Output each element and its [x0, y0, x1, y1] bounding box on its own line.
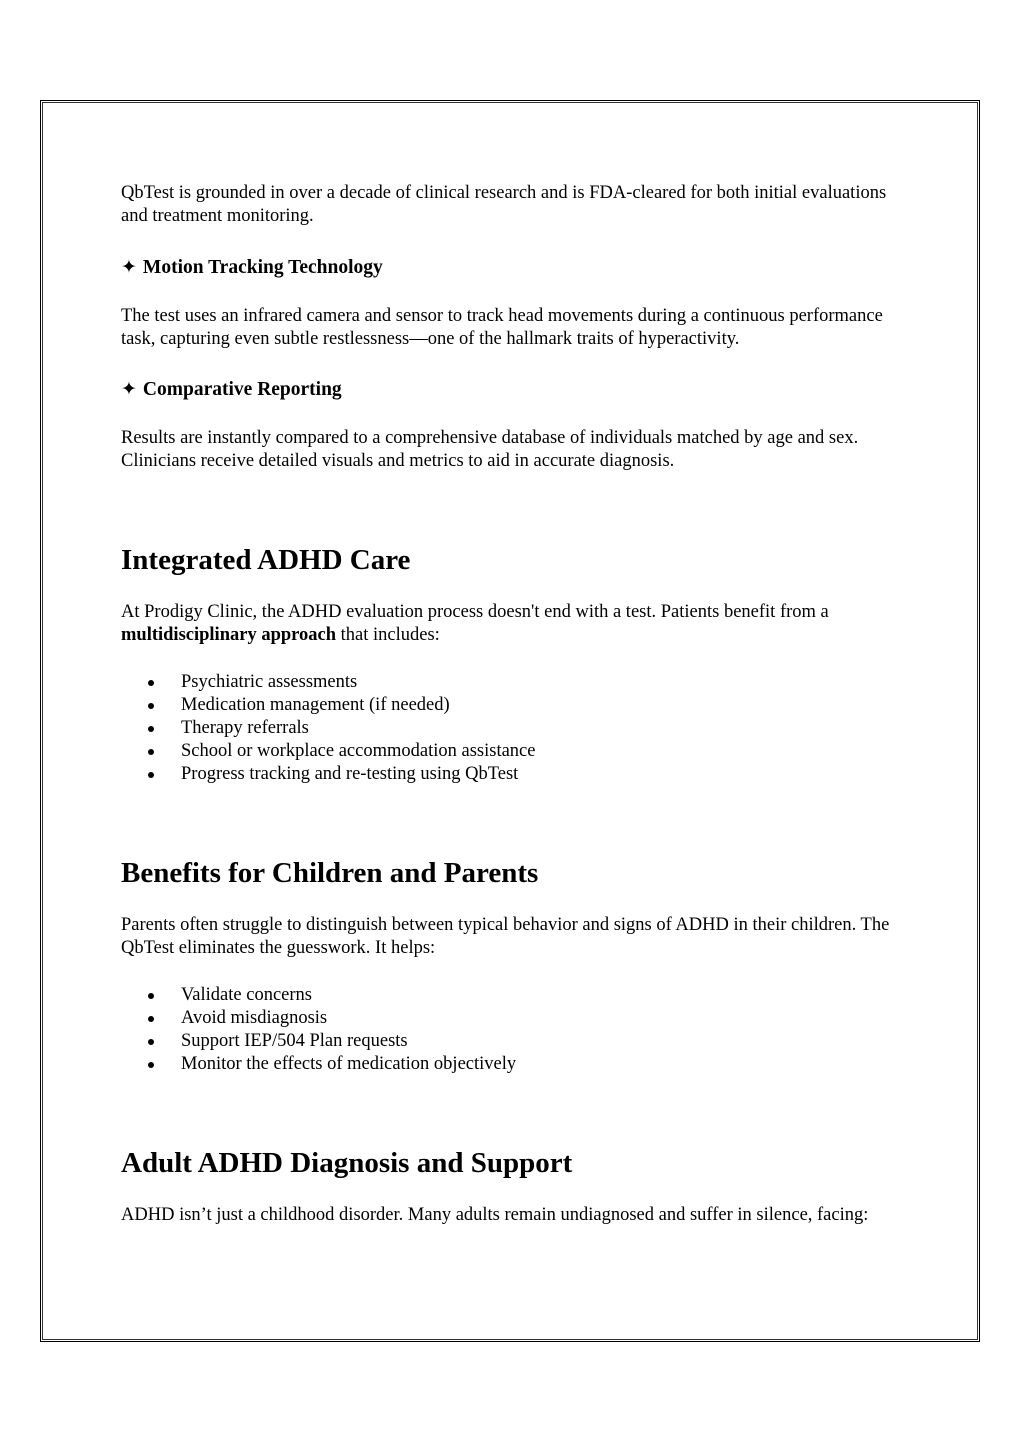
sparkle-icon: ✦: [121, 256, 137, 278]
list-item: [121, 1030, 516, 1053]
bullet-icon: [148, 749, 154, 755]
motion-tracking-subheading: [121, 255, 383, 280]
comparative-reporting-paragraph: Results are instantly compared to a comprehensive database of individuals matched by age and sex. Clinicians receive detailed visuals and metrics to aid in accurate diagnosis.: [121, 428, 859, 471]
integrated-text-bold: multidisciplinary approach: [121, 625, 337, 645]
integrated-text-after: that includes:: [336, 625, 440, 645]
benefits-heading: Benefits for Children and Parents: [121, 857, 539, 889]
list-item-text: Monitor the effects of medication objectively: [181, 1054, 517, 1074]
bullet-icon: [148, 1016, 154, 1022]
bullet-icon: [148, 680, 154, 686]
list-item-text: Support IEP/504 Plan requests: [181, 1031, 408, 1051]
bullet-icon: [148, 772, 154, 778]
bullet-icon: [148, 703, 154, 709]
comparative-reporting-subheading: [121, 377, 342, 402]
bullet-icon: [148, 1039, 154, 1045]
list-item-text: Psychiatric assessments: [181, 672, 358, 692]
integrated-care-heading: Integrated ADHD Care: [121, 544, 411, 576]
list-item: [121, 763, 535, 786]
benefits-paragraph: Parents often struggle to distinguish between typical behavior and signs of ADHD in their children. The QbTest eliminates the guesswork. It helps:: [121, 915, 890, 958]
sparkle-icon: ✦: [121, 378, 137, 400]
list-item: [121, 1007, 516, 1030]
list-item-text: Progress tracking and re-testing using QbTest: [181, 764, 519, 784]
list-item-text: Avoid misdiagnosis: [181, 1008, 328, 1028]
motion-tracking-title: Motion Tracking Technology: [142, 257, 383, 278]
intro-paragraph: QbTest is grounded in over a decade of clinical research and is FDA-cleared for both initial evaluations and treatment monitoring.: [121, 183, 887, 226]
adult-adhd-paragraph: ADHD isn’t just a childhood disorder. Many adults remain undiagnosed and suffer in silence, facing:: [121, 1205, 869, 1225]
list-item: [121, 671, 535, 694]
motion-tracking-paragraph: The test uses an infrared camera and sensor to track head movements during a continuous performance task, capturing even subtle restlessness—one of the hallmark traits of hyperactivity.: [121, 306, 883, 349]
list-item: [121, 1053, 516, 1076]
list-item-text: School or workplace accommodation assistance: [181, 741, 536, 761]
bullet-icon: [148, 726, 154, 732]
list-item: [121, 740, 535, 763]
list-item-text: Validate concerns: [181, 985, 312, 1005]
list-item: [121, 984, 516, 1007]
adult-adhd-heading: Adult ADHD Diagnosis and Support: [121, 1147, 573, 1179]
list-item: [121, 717, 535, 740]
integrated-care-list: [121, 671, 535, 786]
benefits-list: [121, 984, 516, 1076]
list-item-text: Medication management (if needed): [181, 695, 450, 715]
list-item: [121, 694, 535, 717]
integrated-text-before: At Prodigy Clinic, the ADHD evaluation process doesn't end with a test. Patients benefit from a: [121, 602, 829, 622]
comparative-reporting-title: Comparative Reporting: [142, 379, 342, 400]
list-item-text: Therapy referrals: [181, 718, 309, 738]
integrated-care-paragraph: [121, 601, 911, 647]
bullet-icon: [148, 993, 154, 999]
bullet-icon: [148, 1062, 154, 1068]
